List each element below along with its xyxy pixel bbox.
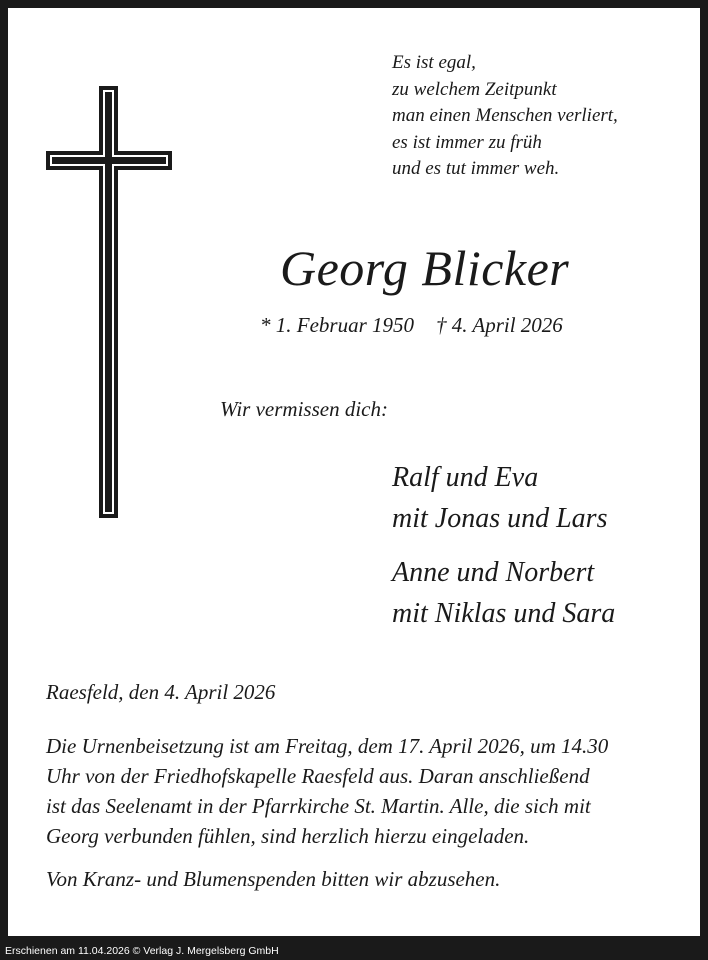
family-line: Anne und Norbert — [392, 557, 595, 588]
deceased-name: Georg Blicker — [280, 240, 570, 296]
family-list — [392, 457, 615, 647]
publication-footer: Erschienen am 11.04.2026 © Verlag J. Mergelsberg GmbH — [5, 945, 279, 957]
quote-line: Es ist egal, — [392, 52, 476, 73]
quote-line: es ist immer zu früh — [392, 131, 542, 153]
service-text — [46, 731, 608, 851]
family-line: Ralf und Eva — [392, 462, 539, 493]
service-line: Uhr von der Friedhofskapelle Raesfeld aus. Daran anschließend — [46, 764, 590, 788]
flowers-note: Von Kranz- und Blumenspenden bitten wir abzusehen. — [46, 867, 501, 891]
quote-line: und es tut immer weh. — [392, 158, 560, 179]
place-date: Raesfeld, den 4. April 2026 — [46, 680, 276, 704]
miss-line: Wir vermissen dich: — [220, 397, 388, 421]
death-date: † 4. April 2026 — [436, 313, 563, 337]
quote-line: man einen Menschen verliert, — [392, 105, 618, 126]
life-dates — [260, 311, 563, 339]
family-group — [392, 457, 615, 539]
family-line: mit Jonas und Lars — [392, 503, 608, 534]
quote-line: zu welchem Zeitpunkt — [392, 78, 557, 100]
birth-date: * 1. Februar 1950 — [260, 313, 414, 337]
service-line: ist das Seelenamt in der Pfarrkirche St. Martin. Alle, die sich mit — [46, 794, 591, 818]
service-line: Georg verbunden fühlen, sind herzlich hierzu eingeladen. — [46, 824, 530, 848]
family-group — [392, 552, 615, 634]
latin-cross-icon — [46, 86, 172, 518]
family-line: mit Niklas und Sara — [392, 598, 616, 629]
service-line: Die Urnenbeisetzung ist am Freitag, dem 17. April 2026, um 14.30 — [46, 734, 609, 758]
quote-block — [392, 50, 618, 183]
obituary-card — [8, 8, 700, 936]
